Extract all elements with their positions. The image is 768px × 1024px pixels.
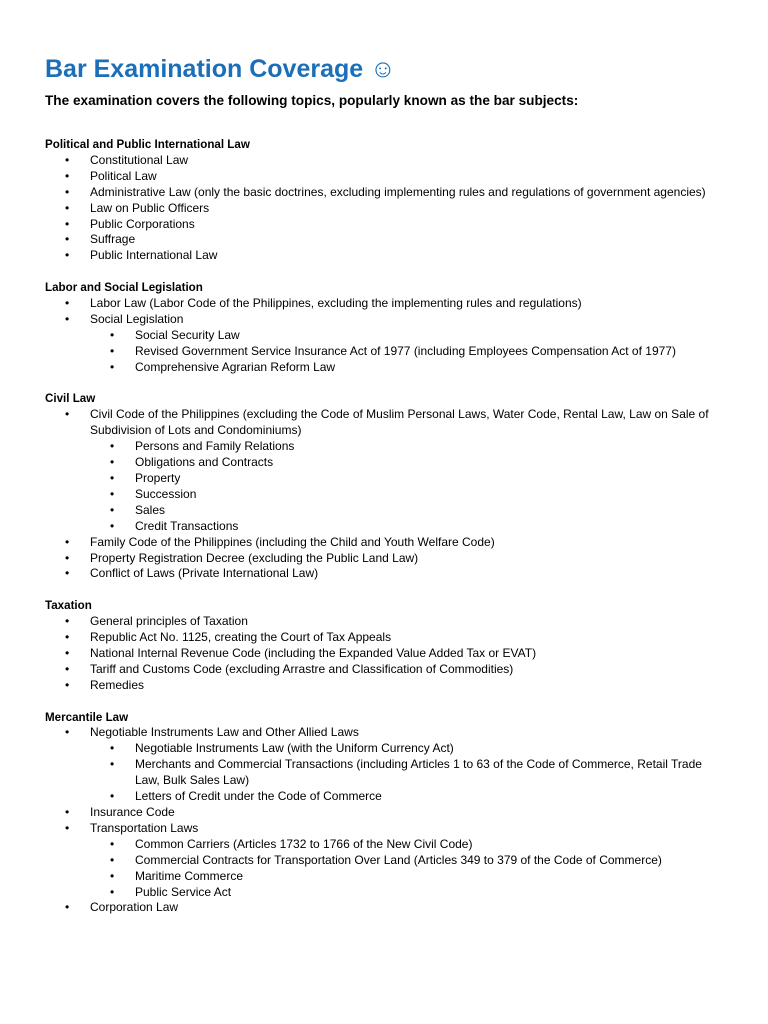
- list-item: [45, 232, 725, 248]
- sub-list-item: • Revised Government Service Insurance Act of 1977 (including Employees Compensation Act of 1977): [90, 344, 725, 360]
- list-item: [45, 566, 725, 582]
- list-item: [45, 296, 725, 312]
- list-item-text: • Law on Public Officers: [90, 200, 210, 215]
- list-item-text: • Conflict of Laws (Private International Law): [90, 566, 319, 581]
- list-item-text: • General principles of Taxation: [90, 614, 248, 629]
- sub-list-item: • Credit Transactions: [90, 519, 725, 535]
- page-title: Bar Examination Coverage ☺: [45, 55, 396, 83]
- list-item-text: • Property Registration Decree (excluding the Public Land Law): [90, 550, 419, 565]
- list-item-text: • National Internal Revenue Code (including the Expanded Value Added Tax or EVAT): [90, 645, 537, 660]
- list-item-text: • Suffrage: [90, 232, 136, 247]
- topic-section: [45, 710, 725, 917]
- list-item: [45, 646, 725, 662]
- sub-list-item: • Succession: [90, 487, 725, 503]
- list-item-text: • Corporation Law: [90, 900, 179, 915]
- topic-list: [45, 614, 725, 694]
- sub-list-item: • Letters of Credit under the Code of Commerce: [90, 789, 725, 805]
- list-item: [45, 248, 725, 264]
- sub-list-item: • Obligations and Contracts: [90, 455, 725, 471]
- topic-section: [45, 598, 725, 693]
- list-item: [45, 169, 725, 185]
- section-heading: Labor and Social Legislation: [45, 281, 203, 295]
- topic-list: [45, 725, 725, 916]
- sub-list-item: • Commercial Contracts for Transportation Over Land (Articles 349 to 379 of the Code of Commerce): [90, 853, 725, 869]
- list-item-text: • Civil Code of the Philippines (excluding the Code of Muslim Personal Laws, Water Code, Rental Law, Law on Sale of Subdivision of Lots and Condominiums): [90, 407, 709, 438]
- sub-list-item: • Sales: [90, 503, 725, 519]
- list-item-text: • Tariff and Customs Code (excluding Arrastre and Classification of Commodities): [90, 661, 514, 676]
- topic-list: [45, 153, 725, 264]
- topic-section: [45, 391, 725, 582]
- section-heading: Mercantile Law: [45, 710, 129, 724]
- sub-list-item: • Social Security Law: [90, 328, 725, 344]
- sub-list-item: • Merchants and Commercial Transactions (including Articles 1 to 63 of the Code of Commerce, Retail Trade Law, Bulk Sales Law): [90, 757, 725, 789]
- list-item-text: • Social Legislation: [90, 311, 184, 326]
- list-item: [45, 821, 725, 901]
- list-item: [45, 630, 725, 646]
- list-item: [45, 407, 725, 534]
- topic-section: [45, 137, 725, 264]
- sub-list-item: • Property: [90, 471, 725, 487]
- list-item-text: • Labor Law (Labor Code of the Philippines, excluding the implementing rules and regulations): [90, 296, 582, 311]
- topic-list: [45, 296, 725, 376]
- list-item: [45, 805, 725, 821]
- list-item: [45, 662, 725, 678]
- sub-topic-list: [90, 439, 725, 534]
- list-item: [45, 201, 725, 217]
- list-item-text: • Constitutional Law: [90, 152, 189, 167]
- topic-list: [45, 407, 725, 582]
- section-heading: Taxation: [45, 599, 92, 613]
- topics-content: [45, 137, 725, 932]
- section-heading: Political and Public International Law: [45, 138, 250, 151]
- list-item: [45, 900, 725, 916]
- sub-list-item: • Comprehensive Agrarian Reform Law: [90, 360, 725, 376]
- sub-list-item: • Negotiable Instruments Law (with the Uniform Currency Act): [90, 741, 725, 757]
- list-item: [45, 551, 725, 567]
- list-item: [45, 614, 725, 630]
- list-item-text: • Administrative Law (only the basic doctrines, excluding implementing rules and regulations of government agencies): [90, 184, 706, 199]
- list-item: [45, 725, 725, 805]
- sub-list-item: • Public Service Act: [90, 885, 725, 901]
- list-item-text: • Negotiable Instruments Law and Other Allied Laws: [90, 725, 359, 740]
- list-item-text: • Public Corporations: [90, 216, 195, 231]
- list-item-text: • Family Code of the Philippines (including the Child and Youth Welfare Code): [90, 534, 495, 549]
- sub-topic-list: [90, 837, 725, 901]
- list-item: [45, 185, 725, 201]
- list-item: [45, 312, 725, 376]
- list-item-text: • Insurance Code: [90, 805, 175, 819]
- list-item-text: • Political Law: [90, 168, 157, 183]
- list-item: [45, 535, 725, 551]
- list-item-text: • Transportation Laws: [90, 820, 199, 835]
- section-heading: Civil Law: [45, 392, 96, 406]
- sub-list-item: • Persons and Family Relations: [90, 439, 725, 455]
- topic-section: [45, 280, 725, 375]
- list-item: [45, 153, 725, 169]
- sub-topic-list: [90, 328, 725, 376]
- list-item: [45, 678, 725, 694]
- list-item-text: • Public International Law: [90, 248, 218, 263]
- list-item: [45, 217, 725, 233]
- sub-topic-list: [90, 741, 725, 805]
- list-item-text: • Republic Act No. 1125, creating the Court of Tax Appeals: [90, 630, 392, 645]
- sub-list-item: • Common Carriers (Articles 1732 to 1766 of the New Civil Code): [90, 837, 725, 853]
- list-item-text: • Remedies: [90, 677, 145, 692]
- page-subtitle: The examination covers the following topics, popularly known as the bar subjects:: [45, 93, 579, 108]
- sub-list-item: • Maritime Commerce: [90, 869, 725, 885]
